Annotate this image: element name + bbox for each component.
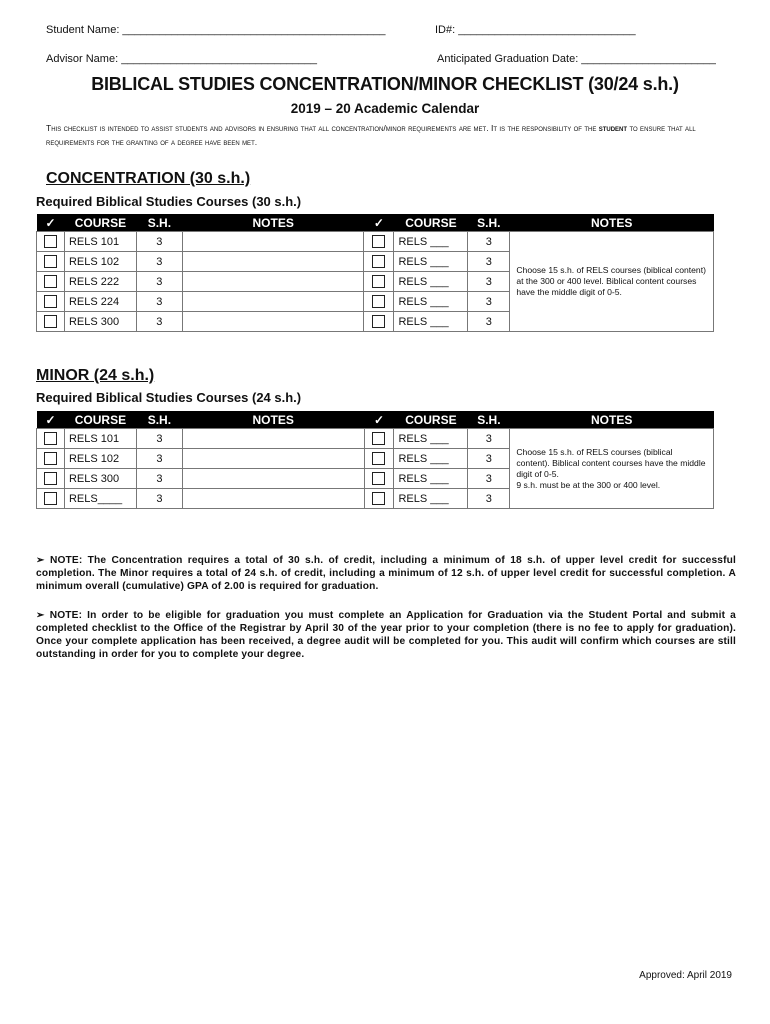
course-cell: RELS 222	[64, 272, 136, 292]
page-title: BIBLICAL STUDIES CONCENTRATION/MINOR CHECKLIST (30/24 s.h.)	[91, 74, 679, 94]
course-checkbox[interactable]	[44, 315, 57, 328]
minor-title: MINOR (24 s.h.)	[36, 367, 155, 384]
course-checkbox[interactable]	[44, 235, 57, 248]
sh-cell: 3	[136, 272, 182, 292]
course-checkbox[interactable]	[372, 295, 385, 308]
course-cell: RELS ___	[394, 449, 468, 469]
course-checkbox[interactable]	[372, 235, 385, 248]
sh-cell: 3	[136, 252, 182, 272]
course-cell: RELS ___	[394, 429, 468, 449]
sh-cell: 3	[468, 272, 510, 292]
course-cell: RELS ___	[394, 292, 468, 312]
sh-cell: 3	[468, 469, 510, 489]
course-cell: RELS 101	[64, 429, 136, 449]
notes-cell[interactable]	[182, 449, 364, 469]
course-checkbox[interactable]	[44, 472, 57, 485]
sh-cell: 3	[468, 429, 510, 449]
course-header: COURSE	[64, 411, 136, 429]
course-checkbox[interactable]	[44, 492, 57, 505]
course-checkbox[interactable]	[44, 255, 57, 268]
arrow-bullet-icon: ➢	[36, 555, 50, 566]
sh-cell: 3	[136, 449, 182, 469]
course-cell: RELS 224	[64, 292, 136, 312]
course-cell: RELS ___	[394, 232, 468, 252]
course-header: COURSE	[64, 214, 136, 232]
arrow-bullet-icon: ➢	[36, 610, 50, 621]
course-checkbox[interactable]	[372, 492, 385, 505]
advisor-name-field[interactable]: Advisor Name: ________________________________	[46, 53, 317, 65]
notes-header: NOTES	[182, 411, 364, 429]
minor-note-line1: Choose 15 s.h. of RELS courses (biblical content). Biblical content courses have the middle digit of 0-5.	[516, 446, 706, 479]
page-subtitle: 2019 – 20 Academic Calendar	[290, 101, 480, 116]
course-checkbox[interactable]	[44, 275, 57, 288]
notes-cell[interactable]	[182, 489, 364, 509]
course-cell: RELS 102	[64, 449, 136, 469]
sh-cell: 3	[468, 449, 510, 469]
notes-cell[interactable]	[182, 469, 364, 489]
course-checkbox[interactable]	[44, 452, 57, 465]
course-checkbox[interactable]	[44, 295, 57, 308]
sh-cell: 3	[136, 469, 182, 489]
course-checkbox[interactable]	[372, 472, 385, 485]
concentration-elective-note: Choose 15 s.h. of RELS courses (biblical content) at the 300 or 400 level. Biblical content courses have the middle digit of 0-5.	[510, 232, 714, 332]
table-row	[37, 232, 714, 252]
course-checkbox[interactable]	[372, 452, 385, 465]
sh-header: S.H.	[136, 411, 182, 429]
check-header: ✓	[37, 214, 65, 232]
concentration-table	[36, 214, 714, 332]
sh-cell: 3	[468, 489, 510, 509]
note-graduation: ➢ NOTE: In order to be eligible for graduation you must complete an Application for Graduation via the Student Portal and submit a completed checklist to the Office of the Registrar by April 30 of the year prior to your completion (there is no fee to apply for graduation). Once your complete application has been received, a degree audit will be completed for you. This audit will confirm which courses are still outstanding in order for you to complete your degree.	[36, 610, 736, 660]
concentration-subtitle: Required Biblical Studies Courses (30 s.h.)	[36, 194, 302, 209]
sh-cell: 3	[468, 312, 510, 332]
course-cell: RELS____	[64, 489, 136, 509]
notes-cell[interactable]	[182, 292, 364, 312]
course-cell: RELS ___	[394, 312, 468, 332]
student-name-field[interactable]: Student Name: ___________________________________________	[46, 24, 386, 36]
course-cell: RELS 101	[64, 232, 136, 252]
sh-cell: 3	[136, 312, 182, 332]
sh-cell: 3	[136, 489, 182, 509]
sh-cell: 3	[468, 292, 510, 312]
sh-cell: 3	[468, 232, 510, 252]
notes-cell[interactable]	[182, 232, 364, 252]
minor-note-line2: 9 s.h. must be at the 300 or 400 level.	[516, 479, 661, 490]
course-checkbox[interactable]	[372, 432, 385, 445]
concentration-title: CONCENTRATION (30 s.h.)	[46, 170, 251, 187]
notes-cell[interactable]	[182, 312, 364, 332]
sh-header: S.H.	[136, 214, 182, 232]
sh-cell: 3	[136, 232, 182, 252]
course-checkbox[interactable]	[44, 432, 57, 445]
sh-header: S.H.	[468, 214, 510, 232]
note-requirements: ➢ NOTE: The Concentration requires a total of 30 s.h. of credit, including a minimum of 18 s.h. of upper level credit for successful completion. The Minor requires a total of 24 s.h. of credit, including a minimum of 12 s.h. of upper level credit for successful completion. A minimum overall (cumulative) GPA of 2.00 is required for graduation.	[36, 555, 737, 592]
course-cell: RELS ___	[394, 469, 468, 489]
course-header: COURSE	[394, 411, 468, 429]
sh-cell: 3	[468, 252, 510, 272]
course-checkbox[interactable]	[372, 275, 385, 288]
approval-date: Approved: April 2019	[639, 970, 732, 981]
notes-cell[interactable]	[182, 272, 364, 292]
check-header: ✓	[364, 214, 394, 232]
intro-text: This checklist is intended to assist students and advisors in ensuring that all concentration/minor requirements are met. It is the responsibility of the student to ensure that all requirements for the granting of a degree have been met.	[46, 123, 696, 147]
course-checkbox[interactable]	[372, 255, 385, 268]
course-cell: RELS ___	[394, 252, 468, 272]
minor-elective-note	[510, 429, 714, 509]
minor-table	[36, 411, 714, 509]
sh-cell: 3	[136, 292, 182, 312]
course-cell: RELS 300	[64, 469, 136, 489]
check-header: ✓	[364, 411, 394, 429]
notes-cell[interactable]	[182, 429, 364, 449]
table-row	[37, 429, 714, 449]
course-header: COURSE	[394, 214, 468, 232]
sh-cell: 3	[136, 429, 182, 449]
graduation-date-field[interactable]: Anticipated Graduation Date: ______________________	[437, 53, 716, 65]
course-cell: RELS ___	[394, 272, 468, 292]
course-cell: RELS ___	[394, 489, 468, 509]
course-checkbox[interactable]	[372, 315, 385, 328]
id-field[interactable]: ID#: _____________________________	[435, 24, 636, 36]
notes-header: NOTES	[510, 214, 714, 232]
notes-header: NOTES	[510, 411, 714, 429]
check-header: ✓	[37, 411, 65, 429]
course-cell: RELS 300	[64, 312, 136, 332]
sh-header: S.H.	[468, 411, 510, 429]
notes-header: NOTES	[182, 214, 364, 232]
minor-subtitle: Required Biblical Studies Courses (24 s.h.)	[36, 390, 302, 405]
course-cell: RELS 102	[64, 252, 136, 272]
notes-cell[interactable]	[182, 252, 364, 272]
